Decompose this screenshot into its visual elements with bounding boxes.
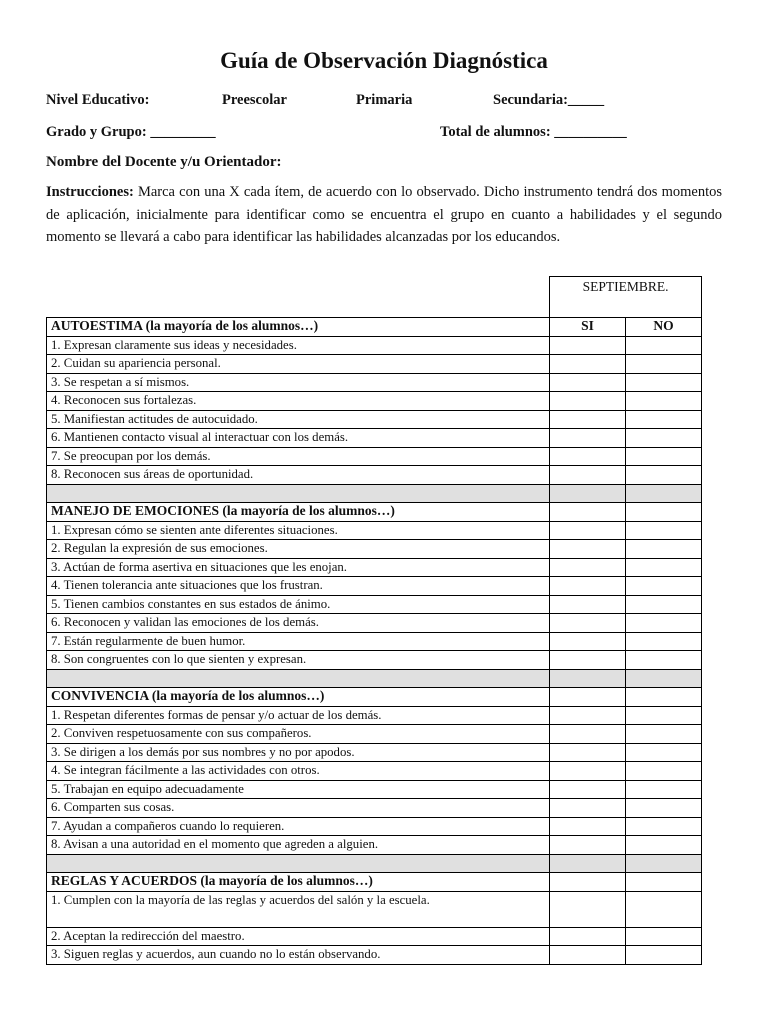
month-header: SEPTIEMBRE.: [550, 277, 702, 318]
table-row: [47, 540, 702, 559]
no-cell: [626, 503, 702, 522]
no-checkbox-cell[interactable]: [626, 651, 702, 670]
section-separator-row: [47, 854, 702, 873]
si-checkbox-cell[interactable]: [550, 762, 626, 781]
no-checkbox-cell[interactable]: [626, 725, 702, 744]
section-header-row: [47, 873, 702, 892]
si-checkbox-cell[interactable]: [550, 614, 626, 633]
nivel-educativo-label: Nivel Educativo:: [46, 92, 150, 108]
item-text: 5. Trabajan en equipo adecuadamente: [47, 780, 550, 799]
no-checkbox-cell[interactable]: [626, 355, 702, 374]
table-row: [47, 762, 702, 781]
page-title: Guía de Observación Diagnóstica: [220, 48, 548, 73]
table-row: [47, 410, 702, 429]
no-cell: [626, 688, 702, 707]
item-text: 8. Avisan a una autoridad en el momento que agreden a alguien.: [47, 836, 550, 855]
no-checkbox-cell[interactable]: [626, 595, 702, 614]
separator-cell: [550, 854, 626, 873]
separator-cell: [550, 669, 626, 688]
no-checkbox-cell[interactable]: [626, 614, 702, 633]
table-row: [47, 447, 702, 466]
separator-cell: [550, 484, 626, 503]
item-text: 5. Manifiestan actitudes de autocuidado.: [47, 410, 550, 429]
no-checkbox-cell[interactable]: [626, 780, 702, 799]
table-row: [47, 595, 702, 614]
section-separator-row: [47, 669, 702, 688]
no-checkbox-cell[interactable]: [626, 817, 702, 836]
si-checkbox-cell[interactable]: [550, 558, 626, 577]
table-row: [47, 799, 702, 818]
table-row: [47, 614, 702, 633]
item-text: 6. Reconocen y validan las emociones de los demás.: [47, 614, 550, 633]
table-row: [47, 780, 702, 799]
si-cell: [550, 503, 626, 522]
si-checkbox-cell[interactable]: [550, 429, 626, 448]
table-row: [47, 336, 702, 355]
si-checkbox-cell[interactable]: [550, 336, 626, 355]
section-header-row: [47, 503, 702, 522]
item-text: 1. Expresan claramente sus ideas y necesidades.: [47, 336, 550, 355]
no-column-header: NO: [626, 318, 702, 337]
table-row: [47, 577, 702, 596]
si-cell: [550, 688, 626, 707]
total-alumnos-field: Total de alumnos: __________: [440, 124, 627, 140]
no-checkbox-cell[interactable]: [626, 429, 702, 448]
item-text: 4. Tienen tolerancia ante situaciones que los frustran.: [47, 577, 550, 596]
table-row: [47, 725, 702, 744]
section-title: AUTOESTIMA (la mayoría de los alumnos…): [47, 318, 550, 337]
section-title: MANEJO DE EMOCIONES (la mayoría de los alumnos…): [47, 503, 550, 522]
instructions: [46, 181, 722, 249]
separator-cell: [47, 854, 550, 873]
table-corner-blank: [47, 277, 550, 318]
item-text: 1. Expresan cómo se sienten ante diferentes situaciones.: [47, 521, 550, 540]
si-checkbox-cell[interactable]: [550, 706, 626, 725]
si-checkbox-cell[interactable]: [550, 577, 626, 596]
si-checkbox-cell[interactable]: [550, 521, 626, 540]
item-text: 3. Se dirigen a los demás por sus nombres y no por apodos.: [47, 743, 550, 762]
si-checkbox-cell[interactable]: [550, 817, 626, 836]
item-text: 6. Mantienen contacto visual al interactuar con los demás.: [47, 429, 550, 448]
item-text: 8. Reconocen sus áreas de oportunidad.: [47, 466, 550, 485]
no-checkbox-cell[interactable]: [626, 540, 702, 559]
item-text: 6. Comparten sus cosas.: [47, 799, 550, 818]
si-checkbox-cell[interactable]: [550, 725, 626, 744]
item-text: 8. Son congruentes con lo que sienten y expresan.: [47, 651, 550, 670]
section-header-row: [47, 318, 702, 337]
instructions-text: Marca con una X cada ítem, de acuerdo con lo observado. Dicho instrumento tendrá dos momentos de aplicación, inicialmente para identificar como se encuentra el grupo en cuanto a habilidades y el segundo momento se llevará a cabo para identificar las habilidades alcanzadas por los educandos.: [46, 184, 722, 245]
table-row: [47, 817, 702, 836]
si-checkbox-cell[interactable]: [550, 447, 626, 466]
no-checkbox-cell[interactable]: [626, 706, 702, 725]
item-text: 3. Se respetan a sí mismos.: [47, 373, 550, 392]
table-row: [47, 373, 702, 392]
separator-cell: [626, 854, 702, 873]
item-text: 7. Ayudan a compañeros cuando lo requieren.: [47, 817, 550, 836]
table-row: [47, 927, 702, 946]
separator-cell: [626, 484, 702, 503]
separator-cell: [626, 669, 702, 688]
secundaria-option: Secundaria:_____: [493, 92, 605, 108]
si-checkbox-cell[interactable]: [550, 595, 626, 614]
item-text: 2. Aceptan la redirección del maestro.: [47, 927, 550, 946]
si-checkbox-cell[interactable]: [550, 355, 626, 374]
item-text: 3. Actúan de forma asertiva en situaciones que les enojan.: [47, 558, 550, 577]
no-checkbox-cell[interactable]: [626, 799, 702, 818]
item-text: 7. Se preocupan por los demás.: [47, 447, 550, 466]
item-text: 1. Respetan diferentes formas de pensar y/o actuar de los demás.: [47, 706, 550, 725]
si-checkbox-cell[interactable]: [550, 946, 626, 965]
item-text: 7. Están regularmente de buen humor.: [47, 632, 550, 651]
si-column-header: SI: [550, 318, 626, 337]
section-title: CONVIVENCIA (la mayoría de los alumnos…): [47, 688, 550, 707]
no-checkbox-cell[interactable]: [626, 392, 702, 411]
no-checkbox-cell[interactable]: [626, 373, 702, 392]
si-checkbox-cell[interactable]: [550, 836, 626, 855]
si-checkbox-cell[interactable]: [550, 373, 626, 392]
primaria-option: Primaria: [356, 92, 413, 108]
item-text: 2. Regulan la expresión de sus emociones.: [47, 540, 550, 559]
section-title: REGLAS Y ACUERDOS (la mayoría de los alumnos…): [47, 873, 550, 892]
no-checkbox-cell[interactable]: [626, 558, 702, 577]
table-row: [47, 429, 702, 448]
instructions-label: Instrucciones:: [46, 184, 134, 200]
si-checkbox-cell[interactable]: [550, 410, 626, 429]
no-checkbox-cell[interactable]: [626, 336, 702, 355]
no-checkbox-cell[interactable]: [626, 466, 702, 485]
table-row: [47, 355, 702, 374]
section-header-row: [47, 688, 702, 707]
item-text: 3. Siguen reglas y acuerdos, aun cuando no lo están observando.: [47, 946, 550, 965]
separator-cell: [47, 484, 550, 503]
no-checkbox-cell[interactable]: [626, 762, 702, 781]
no-checkbox-cell[interactable]: [626, 946, 702, 965]
separator-cell: [47, 669, 550, 688]
si-checkbox-cell[interactable]: [550, 743, 626, 762]
si-checkbox-cell[interactable]: [550, 540, 626, 559]
no-checkbox-cell[interactable]: [626, 743, 702, 762]
table-row: [47, 651, 702, 670]
si-checkbox-cell[interactable]: [550, 651, 626, 670]
no-checkbox-cell[interactable]: [626, 410, 702, 429]
no-cell: [626, 873, 702, 892]
si-checkbox-cell[interactable]: [550, 392, 626, 411]
table-row: [47, 706, 702, 725]
table-row: [47, 558, 702, 577]
no-checkbox-cell[interactable]: [626, 891, 702, 927]
table-row: [47, 466, 702, 485]
section-separator-row: [47, 484, 702, 503]
item-text: 5. Tienen cambios constantes en sus estados de ánimo.: [47, 595, 550, 614]
grado-grupo-field: Grado y Grupo: _________: [46, 124, 216, 140]
docente-field: Nombre del Docente y/u Orientador:: [46, 154, 282, 170]
item-text: 1. Cumplen con la mayoría de las reglas y acuerdos del salón y la escuela.: [47, 891, 550, 927]
si-checkbox-cell[interactable]: [550, 799, 626, 818]
si-checkbox-cell[interactable]: [550, 780, 626, 799]
item-text: 2. Cuidan su apariencia personal.: [47, 355, 550, 374]
si-checkbox-cell[interactable]: [550, 891, 626, 927]
preescolar-option: Preescolar: [222, 92, 287, 108]
no-checkbox-cell[interactable]: [626, 447, 702, 466]
table-row: [47, 891, 702, 927]
table-row: [47, 743, 702, 762]
no-checkbox-cell[interactable]: [626, 927, 702, 946]
table-row: [47, 632, 702, 651]
table-row: [47, 392, 702, 411]
table-row: [47, 836, 702, 855]
item-text: 4. Se integran fácilmente a las actividades con otros.: [47, 762, 550, 781]
no-checkbox-cell[interactable]: [626, 836, 702, 855]
table-row: [47, 946, 702, 965]
si-checkbox-cell[interactable]: [550, 632, 626, 651]
si-cell: [550, 873, 626, 892]
si-checkbox-cell[interactable]: [550, 466, 626, 485]
observation-table: [46, 276, 702, 965]
no-checkbox-cell[interactable]: [626, 577, 702, 596]
no-checkbox-cell[interactable]: [626, 521, 702, 540]
item-text: 2. Conviven respetuosamente con sus compañeros.: [47, 725, 550, 744]
table-row: [47, 521, 702, 540]
item-text: 4. Reconocen sus fortalezas.: [47, 392, 550, 411]
no-checkbox-cell[interactable]: [626, 632, 702, 651]
si-checkbox-cell[interactable]: [550, 927, 626, 946]
